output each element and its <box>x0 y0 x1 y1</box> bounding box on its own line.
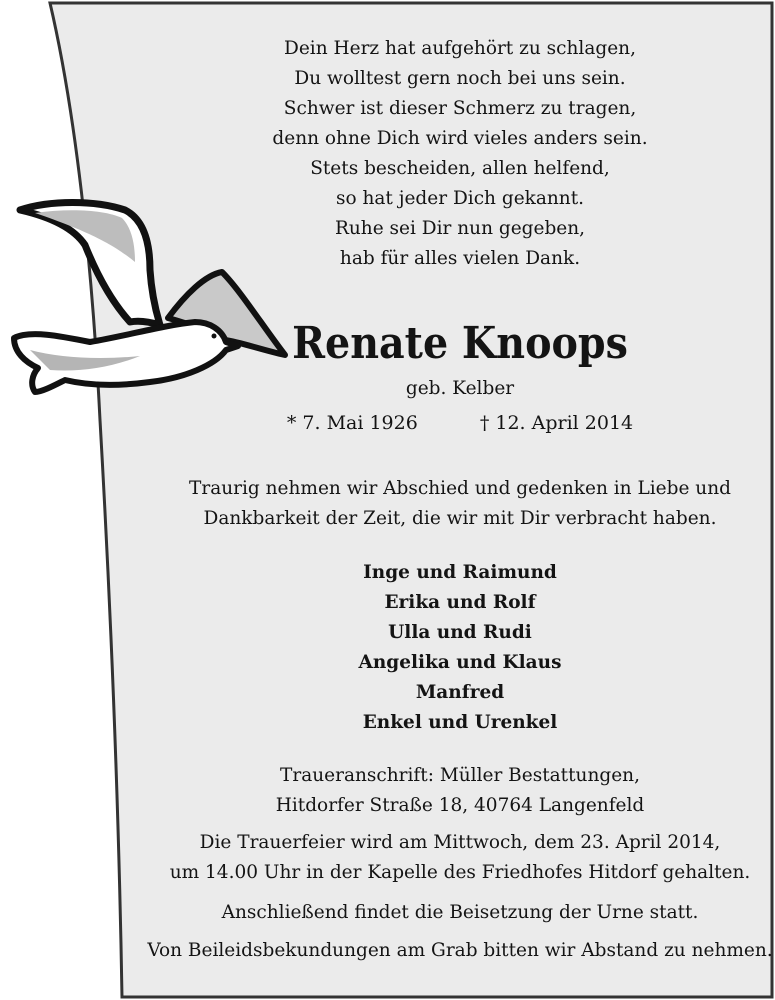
birth-date: * 7. Mai 1926 <box>286 412 418 434</box>
birth-name: geb. Kelber <box>405 378 515 399</box>
poem-line: Stets bescheiden, allen helfend, <box>310 158 610 179</box>
mourner: Ulla und Rudi <box>388 622 532 643</box>
service-line: Die Trauerfeier wird am Mittwoch, dem 23. April 2014, <box>199 832 721 853</box>
life-dates <box>110 412 775 434</box>
poem-line: Ruhe sei Dir nun gegeben, <box>334 218 586 239</box>
mourner: Erika und Rolf <box>384 592 536 613</box>
poem-line: Du wolltest gern noch bei uns sein. <box>294 68 626 89</box>
service-line: um 14.00 Uhr in der Kapelle des Friedhofes Hitdorf gehalten. <box>169 862 751 883</box>
burial-note: Anschließend findet die Beisetzung der Urne statt. <box>221 902 699 923</box>
poem-line: denn ohne Dich wird vieles anders sein. <box>272 128 648 149</box>
mourner: Enkel und Urenkel <box>362 712 558 733</box>
farewell-line: Traurig nehmen wir Abschied und gedenken in Liebe und <box>189 478 731 499</box>
poem-line: so hat jeder Dich gekannt. <box>335 188 585 209</box>
poem-line: Dein Herz hat aufgehört zu schlagen, <box>284 38 636 59</box>
mourner: Angelika und Klaus <box>358 652 562 673</box>
mourner: Manfred <box>415 682 505 703</box>
poem-line: hab für alles vielen Dank. <box>339 248 581 269</box>
address-line: Traueranschrift: Müller Bestattungen, <box>280 765 640 786</box>
deceased-name: Renate Knoops <box>292 318 628 369</box>
poem-line: Schwer ist dieser Schmerz zu tragen, <box>283 98 637 119</box>
farewell-line: Dankbarkeit der Zeit, die wir mit Dir verbracht haben. <box>203 508 717 529</box>
condolence-note: Von Beileidsbekundungen am Grab bitten wir Abstand zu nehmen. <box>147 940 773 961</box>
mourner: Inge und Raimund <box>363 562 557 583</box>
death-date: † 12. April 2014 <box>479 412 634 434</box>
address-line: Hitdorfer Straße 18, 40764 Langenfeld <box>275 795 645 816</box>
